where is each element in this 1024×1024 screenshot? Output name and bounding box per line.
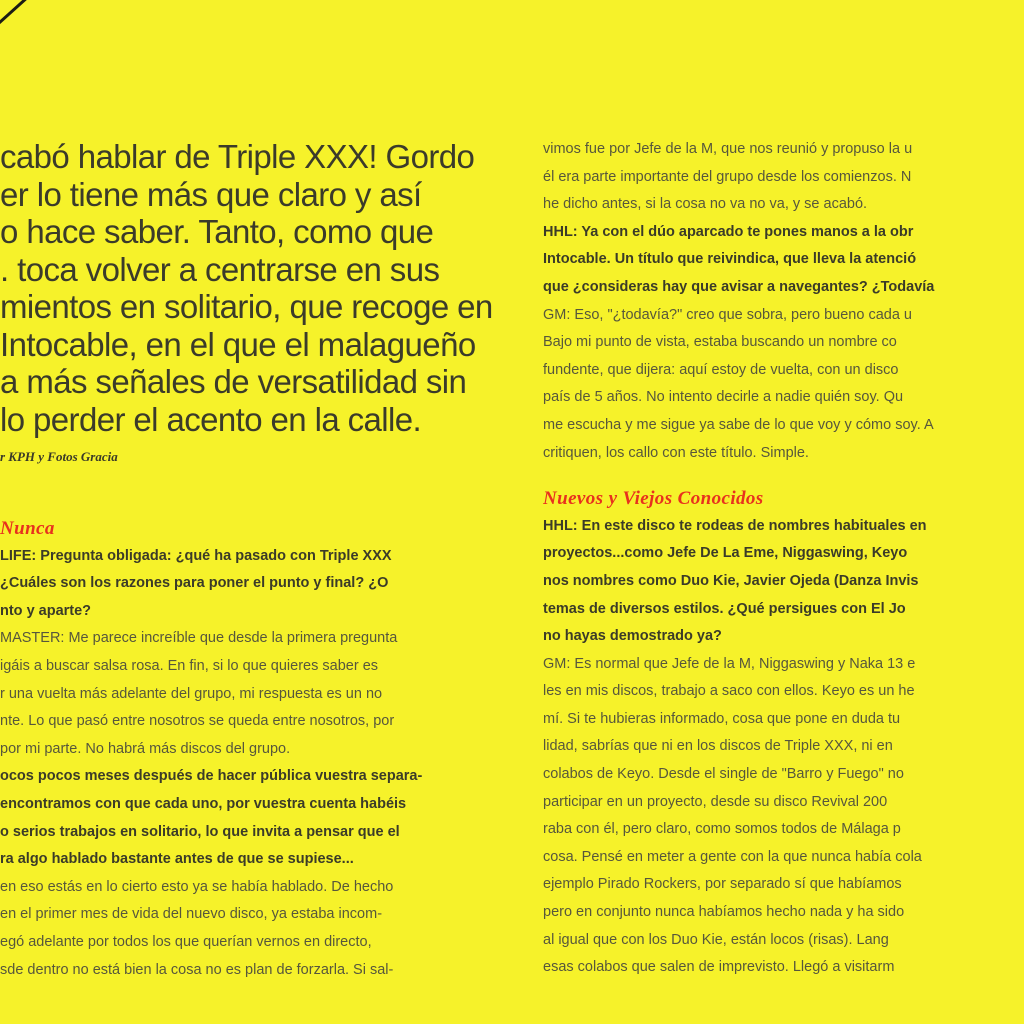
interview-answer-line: esas colabos que salen de imprevisto. Llegó a visitarm	[543, 959, 895, 976]
lead-line: mientos en solitario, que recoge en	[0, 288, 493, 325]
interview-answer-line: pero en conjunto nunca habíamos hecho nada y ha sido	[543, 904, 905, 921]
interview-answer-line: por mi parte. No habrá más discos del grupo.	[0, 740, 291, 757]
interview-answer-line: ejemplo Pirado Rockers, por separado sí que habíamos	[543, 876, 902, 893]
interview-answer-line: les en mis discos, trabajo a saco con ellos. Keyo es un he	[543, 683, 915, 700]
lead-line: cabó hablar de Triple XXX! Gordo	[0, 138, 475, 175]
interview-answer-line: me escucha y me sigue ya sabe de lo que voy y cómo soy. A	[543, 416, 934, 433]
lead-paragraph	[0, 138, 520, 438]
interview-answer-line: raba con él, pero claro, como somos todos de Málaga p	[543, 821, 901, 838]
interview-question-line: HHL: Ya con el dúo aparcado te pones manos a la obr	[543, 223, 914, 240]
interview-answer-line: Bajo mi punto de vista, estaba buscando un nombre co	[543, 334, 897, 351]
right-column-top-text	[543, 136, 1024, 467]
interview-question-line: LIFE: Pregunta obligada: ¿qué ha pasado con Triple XXX	[0, 547, 392, 564]
interview-answer-line: lidad, sabrías que ni en los discos de Triple XXX, ni en	[543, 738, 893, 755]
interview-question-line: HHL: En este disco te rodeas de nombres habituales en	[543, 517, 927, 534]
lead-line: o hace saber. Tanto, como que	[0, 213, 434, 250]
interview-answer-line: GM: Es normal que Jefe de la M, Niggaswing y Naka 13 e	[543, 655, 916, 672]
interview-question-line: Intocable. Un título que reivindica, que lleva la atenció	[543, 251, 917, 268]
lead-line: . toca volver a centrarse en sus	[0, 250, 440, 288]
interview-answer-line: país de 5 años. No intento decirle a nadie quién soy. Qu	[543, 389, 904, 406]
section-heading-nunca: Nunca	[0, 518, 55, 539]
interview-answer-line: en el primer mes de vida del nuevo disco, ya estaba incom-	[0, 906, 383, 923]
interview-answer-line: cosa. Pensé en meter a gente con la que nunca había cola	[543, 848, 922, 865]
interview-question-line: ¿Cuáles son los razones para poner el punto y final? ¿O	[0, 575, 389, 592]
interview-answer-line: él era parte importante del grupo desde los comienzos. N	[543, 168, 912, 185]
interview-answer-line: sde dentro no está bien la cosa no es plan de forzarla. Si sal-	[0, 961, 394, 978]
interview-question-line: proyectos...como Jefe De La Eme, Niggaswing, Keyo	[543, 545, 908, 562]
right-text-column	[543, 136, 1024, 982]
interview-answer-line: r una vuelta más adelante del grupo, mi respuesta es un no	[0, 685, 383, 702]
interview-question-line: o serios trabajos en solitario, lo que invita a pensar que el	[0, 823, 400, 840]
interview-answer-line: colabos de Keyo. Desde el single de "Barro y Fuego" no	[543, 766, 904, 783]
interview-answer-line: critiquen, los callo con este título. Simple.	[543, 444, 809, 461]
lead-line: er lo tiene más que claro y así	[0, 175, 422, 213]
interview-answer-line: vimos fue por Jefe de la M, que nos reunió y propuso la u	[543, 141, 913, 157]
interview-question-line: nto y aparte?	[0, 602, 92, 619]
interview-question-line: no hayas demostrado ya?	[543, 628, 722, 645]
article-credits: r KPH y Fotos Gracia	[0, 449, 118, 464]
section-heading-nuevos-y-viejos-conocidos: Nuevos y Viejos Conocidos	[543, 488, 764, 510]
interview-answer-line: he dicho antes, si la cosa no va no va, y se acabó.	[543, 196, 868, 213]
interview-question-line: ocos pocos meses después de hacer pública vuestra separa-	[0, 768, 423, 785]
interview-answer-line: igáis a buscar salsa rosa. En fin, si lo que quieres saber es	[0, 657, 379, 674]
interview-answer-line: en eso estás en lo cierto esto ya se había hablado. De hecho	[0, 878, 394, 895]
interview-answer-line: MASTER: Me parece increíble que desde la primera pregunta	[0, 630, 398, 647]
lead-line: a más señales de versatilidad sin	[0, 363, 467, 400]
interview-question-line: ra algo hablado bastante antes de que se supiese...	[0, 851, 354, 868]
interview-answer-line: nte. Lo que pasó entre nosotros se queda entre nosotros, por	[0, 713, 395, 730]
lead-line: Intocable, en el que el malagueño	[0, 325, 476, 363]
left-text-column	[0, 515, 522, 984]
interview-answer-line: GM: Eso, "¿todavía?" creo que sobra, pero bueno cada u	[543, 306, 912, 323]
interview-answer-line: egó adelante por todos los que querían vernos en directo,	[0, 933, 372, 950]
interview-answer-line: al igual que con los Duo Kie, están locos (risas). Lang	[543, 931, 889, 948]
interview-answer-line: participar en un proyecto, desde su disco Revival 200	[543, 793, 888, 810]
interview-question-line: que ¿consideras hay que avisar a navegantes? ¿Todavía	[543, 278, 935, 295]
interview-question-line: temas de diversos estilos. ¿Qué persigues con El Jo	[543, 600, 906, 617]
interview-answer-line: fundente, que dijera: aquí estoy de vuelta, con un disco	[543, 361, 899, 378]
corner-decorative-line	[0, 0, 84, 29]
interview-answer-line: mí. Si te hubieras informado, cosa que pone en duda tu	[543, 710, 901, 727]
interview-question-line: nos nombres como Duo Kie, Javier Ojeda (Danza Invis	[543, 572, 919, 589]
interview-question-line: encontramos con que cada uno, por vuestra cuenta habéis	[0, 795, 407, 812]
right-column-bottom-text	[543, 513, 1024, 982]
lead-line: lo perder el acento en la calle.	[0, 400, 422, 438]
section-spacer	[543, 467, 1024, 485]
